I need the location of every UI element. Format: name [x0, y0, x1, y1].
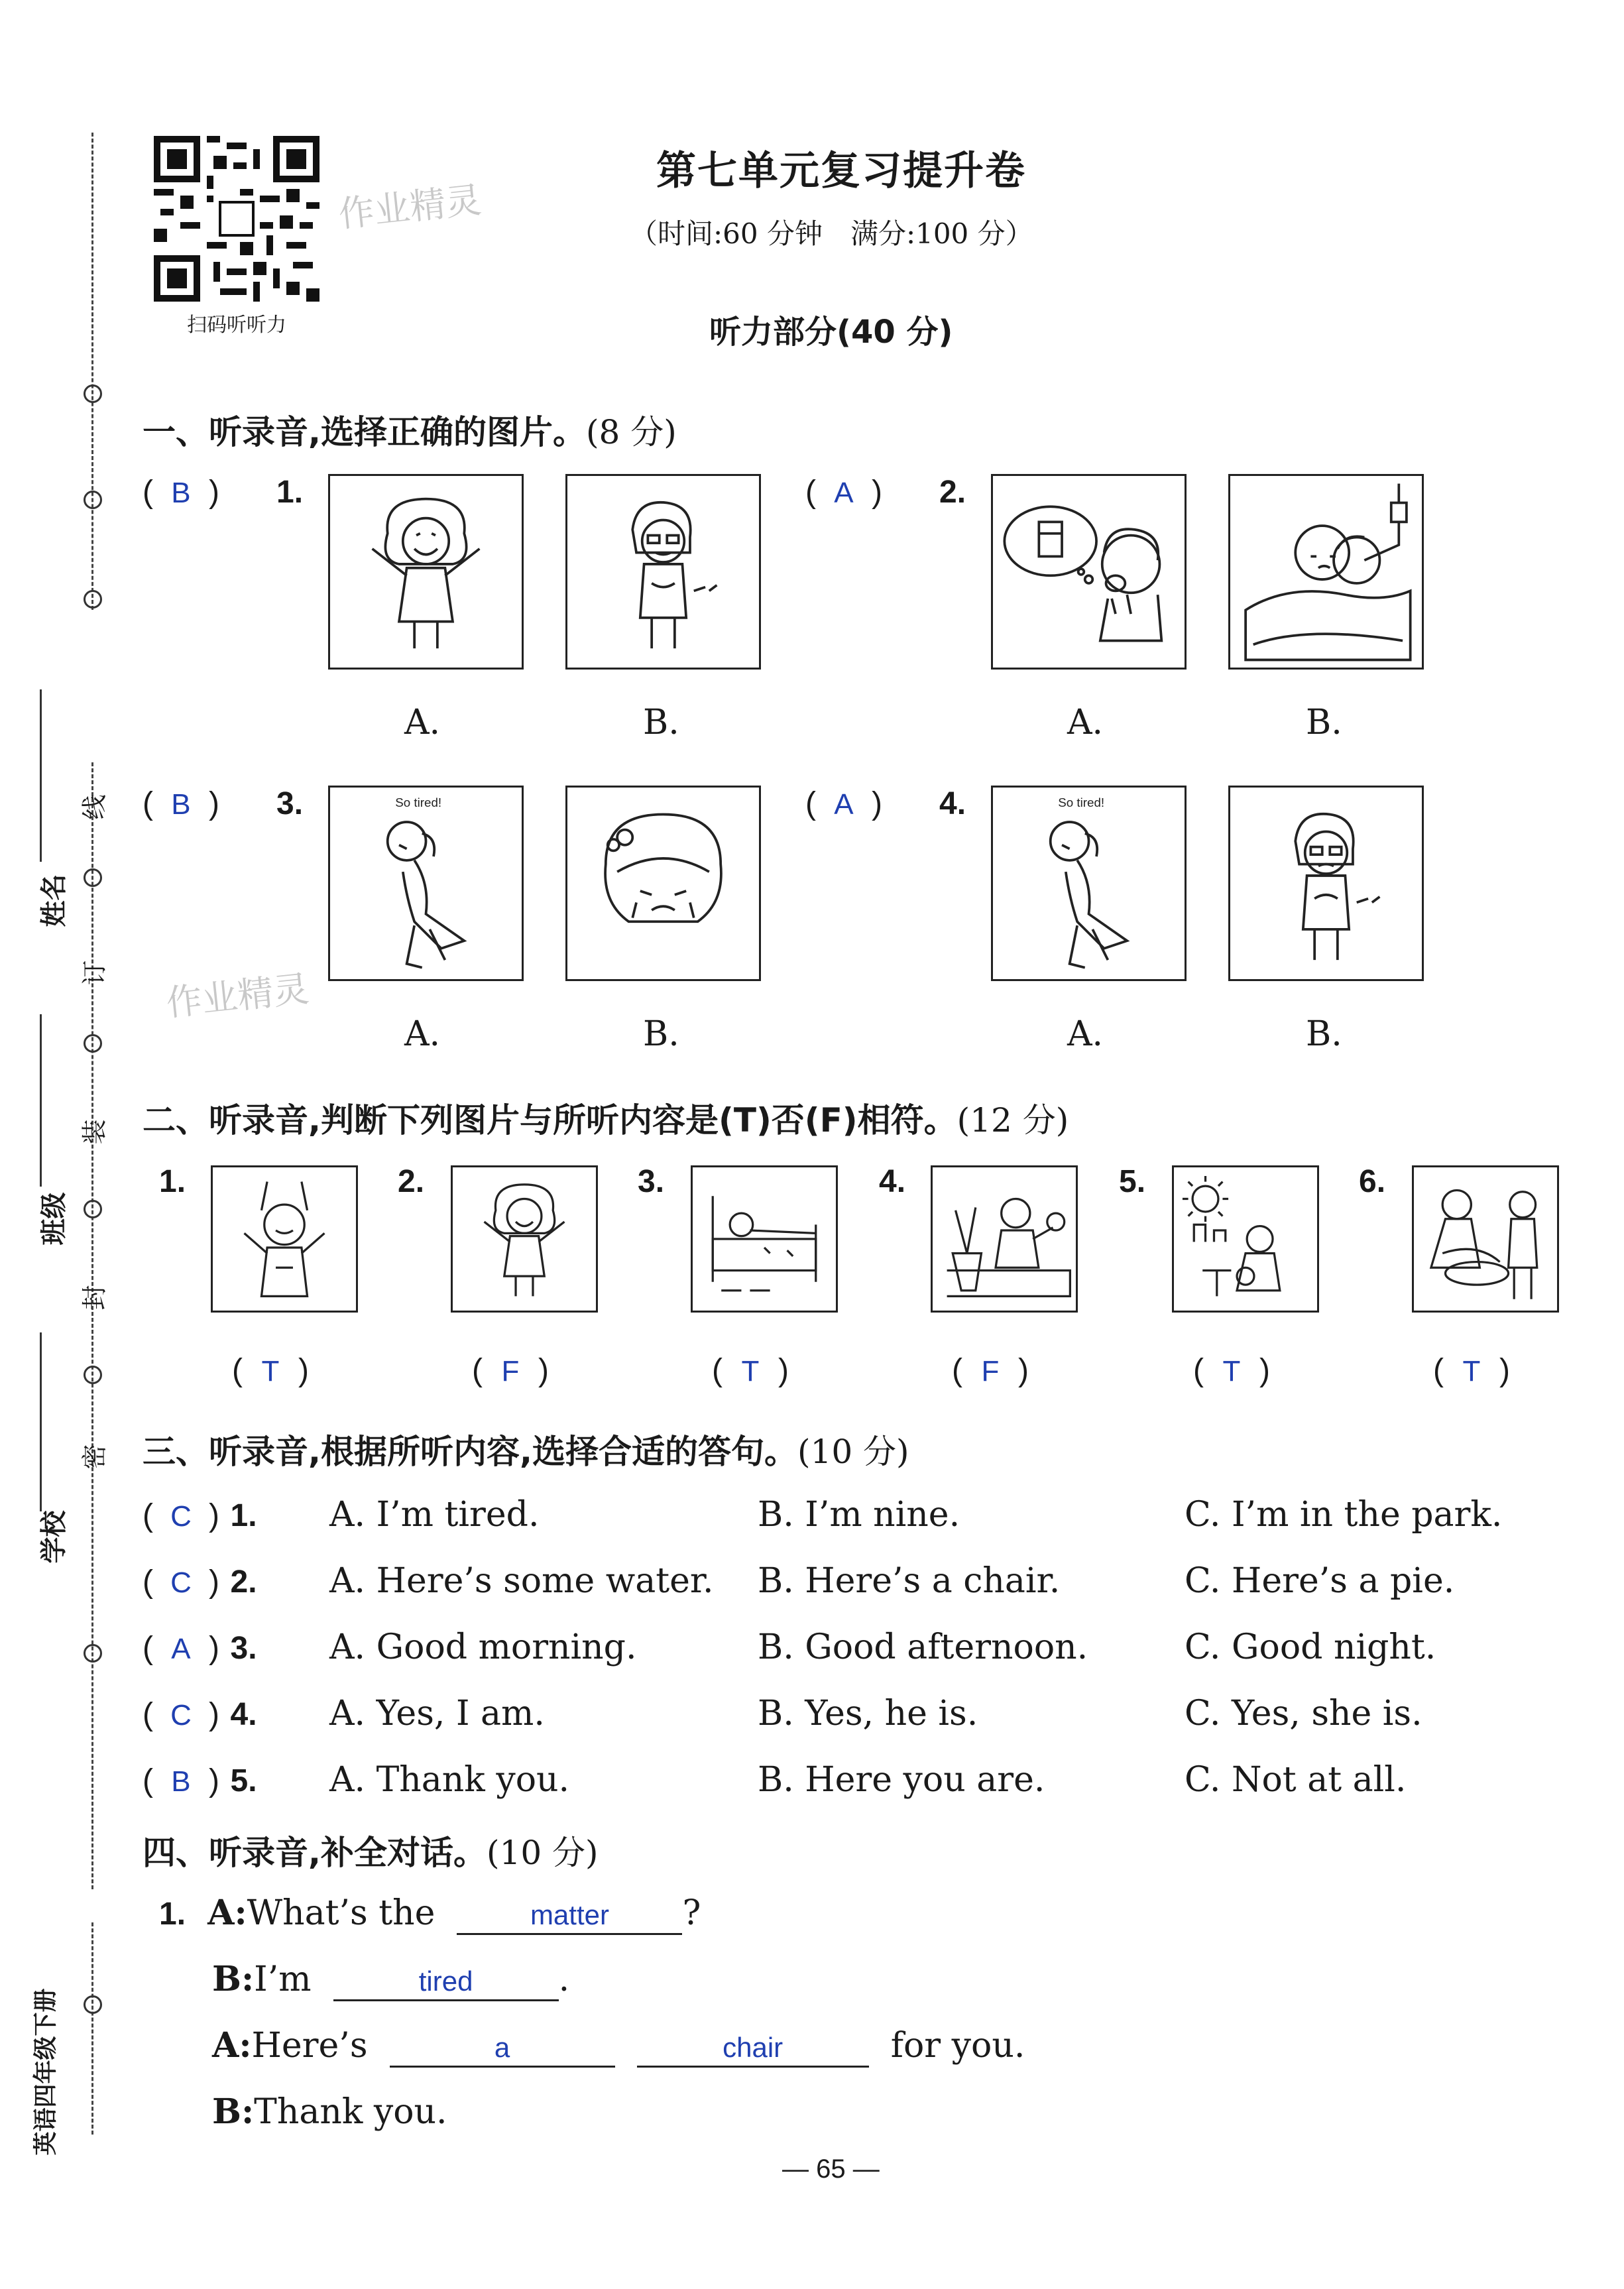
s3-q4-answer-paren[interactable]: ( C ) — [143, 1697, 219, 1732]
s4-line1: 1. A:What’s the matter ? — [159, 1893, 701, 1935]
cut-line-bottom — [91, 1922, 93, 2135]
s1-q2-number: 2. — [939, 475, 966, 510]
s3-q1-option-b: B. I’m nine. — [758, 1495, 960, 1535]
section4-heading: 四、听录音,补全对话。(10 分) — [143, 1834, 599, 1872]
s1-q1-option-b-label: B. — [643, 703, 679, 742]
cut-line-top — [91, 133, 93, 610]
s3-q2-option-a: A. Here’s some water. — [329, 1561, 714, 1601]
s2-item2-number: 2. — [398, 1164, 425, 1199]
section3-heading: 三、听录音,根据所听内容,选择合适的答句。(10 分) — [143, 1433, 909, 1471]
s1-q1-answer-paren[interactable]: ( B ) — [143, 475, 219, 510]
s1-q3-answer-paren[interactable]: ( B ) — [143, 786, 219, 821]
section2-heading: 二、听录音,判断下列图片与所听内容是(T)否(F)相符。(12 分) — [143, 1101, 1069, 1140]
s3-q3-answer-paren[interactable]: ( A ) — [143, 1631, 219, 1666]
s1-q2-answer-paren[interactable]: ( A ) — [805, 475, 882, 510]
s1-q4-answer-paren[interactable]: ( A ) — [805, 786, 882, 821]
s1-q2-option-b-label: B. — [1306, 703, 1342, 742]
s2-item5-picture — [1172, 1165, 1319, 1313]
hole-circle — [84, 1200, 102, 1218]
s4-blank-matter[interactable]: matter — [457, 1893, 682, 1935]
cut-line-middle — [91, 762, 93, 1889]
s2-item6-number: 6. — [1359, 1164, 1386, 1199]
s3-q4-option-c: C. Yes, she is. — [1185, 1694, 1422, 1733]
s2-item4-answer-paren[interactable]: ( F ) — [952, 1353, 1029, 1388]
hole-circle — [84, 1034, 102, 1053]
s2-item2-picture — [451, 1165, 598, 1313]
s1-q4-picture-a — [991, 786, 1187, 981]
hole-circle — [84, 1644, 102, 1663]
s1-q4-option-a-label: A. — [1067, 1014, 1104, 1054]
s2-item6-answer-paren[interactable]: ( T ) — [1433, 1353, 1510, 1388]
s3-q5-option-a: A. Thank you. — [329, 1760, 570, 1800]
school-label: 学校 — [38, 1510, 70, 1564]
s2-item4-picture — [931, 1165, 1078, 1313]
s1-q3-caption: So tired! — [395, 795, 442, 809]
s3-q4-option-a: A. Yes, I am. — [329, 1694, 545, 1733]
s3-q1-row: ( C ) 1. — [143, 1498, 257, 1533]
hole-circle — [84, 590, 102, 609]
s3-q2-row: ( C ) 2. — [143, 1564, 257, 1600]
s1-q4-number: 4. — [939, 786, 966, 821]
s3-q1-answer-paren[interactable]: ( C ) — [143, 1498, 219, 1533]
s2-item3-answer-paren[interactable]: ( T ) — [712, 1353, 789, 1388]
s4-blank-tired[interactable]: tired — [333, 1960, 559, 2001]
seal-char-zhuang: 装 — [80, 1119, 109, 1145]
s1-q2-picture-a — [991, 474, 1187, 670]
part-title: 听力部分(40 分) — [709, 314, 953, 351]
s1-q3-picture-a — [328, 786, 524, 981]
s2-item6-picture — [1412, 1165, 1559, 1313]
s1-q3-number: 3. — [276, 786, 304, 821]
seal-char-ding: 订 — [80, 960, 109, 986]
s2-item5-number: 5. — [1119, 1164, 1146, 1199]
s2-item3-number: 3. — [638, 1164, 665, 1199]
s1-q1-picture-b — [565, 474, 761, 670]
s2-item1-picture — [211, 1165, 358, 1313]
hole-circle — [84, 491, 102, 509]
s2-item1-number: 1. — [159, 1164, 186, 1199]
hole-circle — [84, 1366, 102, 1384]
s1-q4-caption: So tired! — [1058, 795, 1105, 809]
s3-q3-row: ( A ) 3. — [143, 1631, 257, 1666]
s3-q3-option-a: A. Good morning. — [329, 1627, 637, 1667]
qr-caption: 扫码听听力 — [187, 314, 286, 337]
page-title: 第七单元复习提升卷 — [656, 148, 1026, 194]
s3-q2-answer-paren[interactable]: ( C ) — [143, 1564, 219, 1600]
s3-q3-option-c: C. Good night. — [1185, 1627, 1436, 1667]
s1-q2-option-a-label: A. — [1067, 703, 1104, 742]
s1-q1-option-a-label: A. — [404, 703, 441, 742]
s3-q1-option-a: A. I’m tired. — [329, 1495, 540, 1535]
s3-q5-option-c: C. Not at all. — [1185, 1760, 1407, 1800]
s4-blank-a[interactable]: a — [390, 2026, 615, 2068]
seal-char-mi: 密 — [80, 1444, 109, 1470]
s1-q1-picture-a — [328, 474, 524, 670]
s3-q5-answer-paren[interactable]: ( B ) — [143, 1763, 219, 1798]
page-number: — 65 — — [782, 2154, 880, 2184]
name-label: 姓名 — [38, 874, 70, 927]
class-underline — [40, 1014, 42, 1187]
s3-q2-option-c: C. Here’s a pie. — [1185, 1561, 1455, 1601]
s4-line4: B:Thank you. — [212, 2091, 447, 2132]
s3-q4-option-b: B. Yes, he is. — [758, 1694, 978, 1733]
s4-line3: A:Here’s a chair for you. — [212, 2025, 1025, 2068]
s2-item3-picture — [691, 1165, 838, 1313]
qr-code[interactable] — [154, 136, 319, 302]
hole-circle — [84, 384, 102, 403]
s3-q5-option-b: B. Here you are. — [758, 1760, 1045, 1800]
book-label: 英语四年级下册 — [32, 1988, 60, 2156]
s1-q1-number: 1. — [276, 475, 304, 510]
s1-q3-option-b-label: B. — [643, 1014, 679, 1054]
s2-item2-answer-paren[interactable]: ( F ) — [472, 1353, 549, 1388]
s3-q1-option-c: C. I’m in the park. — [1185, 1495, 1503, 1535]
s3-q2-option-b: B. Here’s a chair. — [758, 1561, 1061, 1601]
s2-item4-number: 4. — [879, 1164, 906, 1199]
seal-char-xian: 线 — [80, 794, 109, 820]
class-label: 班级 — [38, 1192, 70, 1246]
s1-q3-picture-b — [565, 786, 761, 981]
s1-q2-picture-b — [1228, 474, 1424, 670]
hole-circle — [84, 868, 102, 887]
watermark: 作业精灵 — [336, 178, 484, 236]
s1-q4-option-b-label: B. — [1306, 1014, 1342, 1054]
s2-item1-answer-paren[interactable]: ( T ) — [232, 1353, 309, 1388]
name-underline — [40, 689, 42, 862]
s2-item5-answer-paren[interactable]: ( T ) — [1193, 1353, 1270, 1388]
school-underline — [40, 1332, 42, 1511]
hole-circle — [84, 1995, 102, 2014]
s4-line2: B:I’m tired . — [212, 1959, 569, 2001]
s1-q4-picture-b — [1228, 786, 1424, 981]
s3-q3-option-b: B. Good afternoon. — [758, 1627, 1088, 1667]
section1-heading: 一、听录音,选择正确的图片。(8 分) — [143, 413, 677, 451]
watermark: 作业精灵 — [164, 967, 312, 1025]
page-subtitle: （时间:60 分钟 满分:100 分） — [630, 217, 1033, 250]
s3-q5-row: ( B ) 5. — [143, 1763, 257, 1798]
s1-q3-option-a-label: A. — [404, 1014, 441, 1054]
s4-blank-chair[interactable]: chair — [637, 2026, 869, 2068]
s3-q4-row: ( C ) 4. — [143, 1697, 257, 1732]
seal-char-feng: 封 — [80, 1285, 109, 1311]
